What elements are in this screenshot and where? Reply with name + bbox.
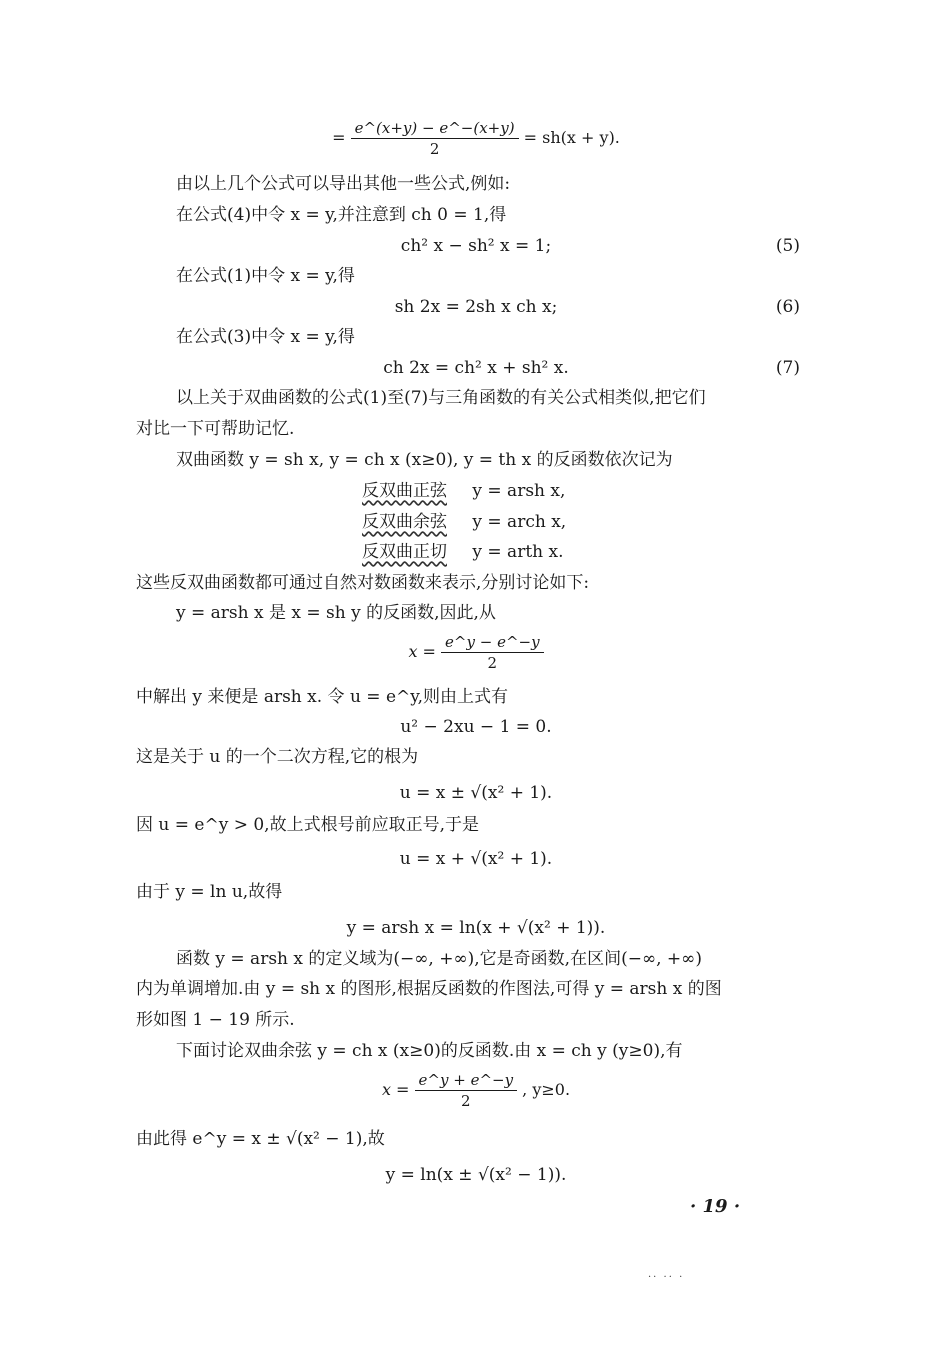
fraction (415, 1070, 518, 1111)
text-line: 在公式(1)中令 x = y,得 (176, 266, 355, 286)
eq-lhs: x = (381, 1080, 410, 1099)
denominator: 2 (487, 654, 498, 672)
text-line: 这些反双曲函数都可通过自然对数函数来表示,分别讨论如下: (136, 573, 590, 593)
fraction (441, 632, 544, 673)
equation-roots: u = x ± √(x² + 1). (399, 783, 553, 803)
equation-quadratic: u² − 2xu − 1 = 0. (400, 717, 552, 737)
text-line: 由于 y = ln u,故得 (136, 882, 283, 902)
eq-arsh: y = arsh x, (472, 481, 566, 501)
numerator: e^(x+y) − e^−(x+y) (351, 118, 519, 139)
text-line: y = arsh x 是 x = sh y 的反函数,因此,从 (176, 603, 496, 623)
numerator: e^y − e^−y (441, 632, 544, 653)
term-arth: 反双曲正切 (362, 542, 447, 562)
eq-arth: y = arth x. (472, 542, 564, 562)
equation-number: (6) (775, 297, 800, 317)
equation-6: sh 2x = 2sh x ch x; (394, 297, 558, 317)
equation-x-ch (0, 1070, 952, 1111)
inverse-th-row (362, 541, 564, 563)
equation-number: (5) (775, 236, 800, 256)
numerator: e^y + e^−y (415, 1070, 518, 1091)
equation-arch: y = ln(x ± √(x² − 1)). (385, 1165, 567, 1185)
text-line: 内为单调增加.由 y = sh x 的图形,根据反函数的作图法,可得 y = arsh x 的图 (136, 979, 722, 999)
equation-number: (7) (775, 358, 800, 378)
denominator: 2 (461, 1092, 471, 1110)
text-line: 因 u = e^y > 0,故上式根号前应取正号,于是 (136, 815, 479, 835)
fraction (351, 118, 519, 159)
text-line: 形如图 1 − 19 所示. (136, 1010, 295, 1030)
equation-7: ch 2x = ch² x + sh² x. (383, 358, 569, 378)
equation-x-sh (0, 632, 952, 673)
denominator: 2 (429, 140, 440, 158)
eq-rhs: , y≥0. (522, 1080, 571, 1099)
text-line: 下面讨论双曲余弦 y = ch x (x≥0)的反函数.由 x = ch y (y≥0),有 (176, 1041, 683, 1061)
equation-positive-root: u = x + √(x² + 1). (399, 849, 553, 869)
page-number: · 19 · (690, 1196, 741, 1217)
text-line: 在公式(3)中令 x = y,得 (176, 327, 355, 347)
eq-lhs: = (332, 128, 346, 147)
text-line: 双曲函数 y = sh x, y = ch x (x≥0), y = th x 的反函数依次记为 (176, 450, 673, 470)
scan-artifact: ·· ·· · (648, 1272, 685, 1283)
eq-lhs: x = (408, 642, 436, 661)
text-line: 这是关于 u 的一个二次方程,它的根为 (136, 747, 419, 767)
text-line: 对比一下可帮助记忆. (136, 419, 295, 439)
inverse-sh-row (362, 480, 565, 502)
equation-5: ch² x − sh² x = 1; (400, 236, 552, 256)
equation-arsh: y = arsh x = ln(x + √(x² + 1)). (346, 918, 606, 938)
term-arch: 反双曲余弦 (362, 512, 447, 532)
text-line: 在公式(4)中令 x = y,并注意到 ch 0 = 1,得 (176, 205, 507, 225)
eq-rhs: = sh(x + y). (523, 128, 620, 147)
equation-sh-sum (0, 118, 952, 159)
text-line: 以上关于双曲函数的公式(1)至(7)与三角函数的有关公式相类似,把它们 (176, 388, 706, 408)
eq-arch: y = arch x, (472, 512, 567, 532)
term-arsh: 反双曲正弦 (362, 481, 447, 501)
text-line: 函数 y = arsh x 的定义域为(−∞, +∞),它是奇函数,在区间(−∞, +∞) (176, 949, 702, 969)
text-line: 由以上几个公式可以导出其他一些公式,例如: (176, 174, 511, 194)
text-line: 中解出 y 来便是 arsh x. 令 u = e^y,则由上式有 (136, 687, 509, 707)
inverse-ch-row (362, 511, 566, 533)
text-line: 由此得 e^y = x ± √(x² − 1),故 (136, 1129, 385, 1149)
